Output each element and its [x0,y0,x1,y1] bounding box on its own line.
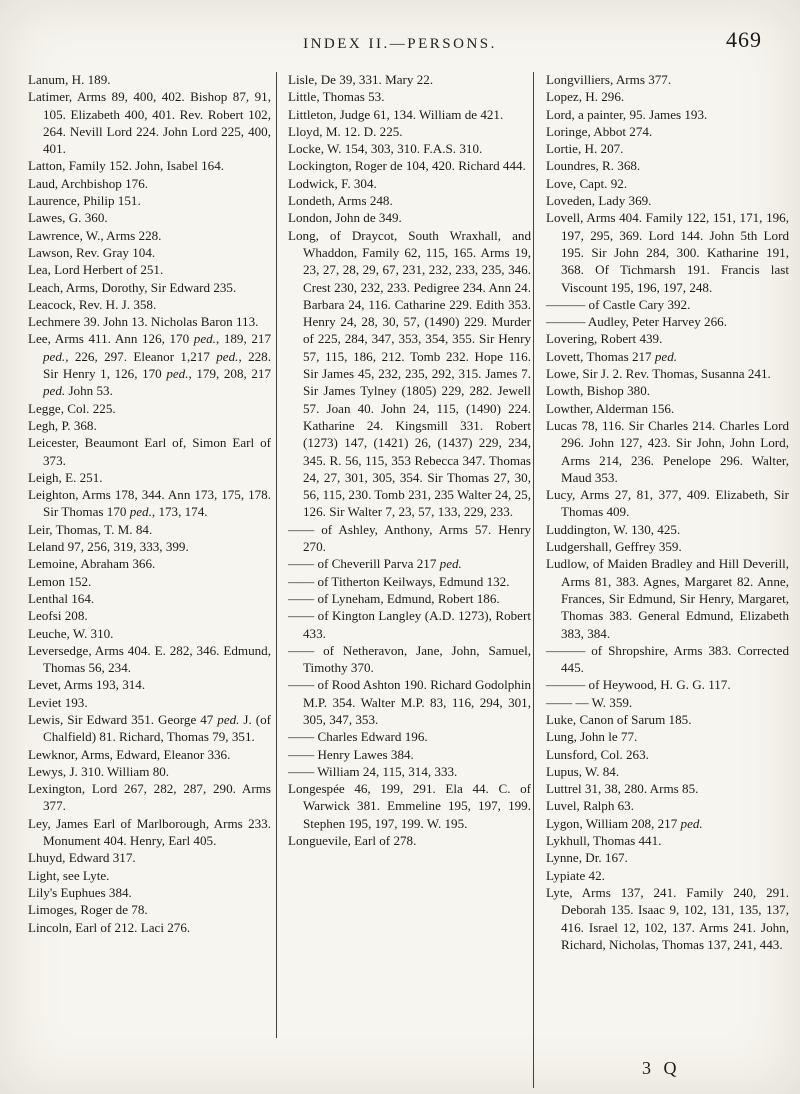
page-title: INDEX II.—PERSONS. [303,36,497,52]
index-column-2 [288,71,531,849]
index-entry: —— William 24, 115, 314, 333. [288,763,458,779]
index-entry: —— of Titherton Keilways, Edmund 132. [288,573,510,589]
index-entry: Leviet 193. [28,694,88,710]
index-entry: Lyte, Arms 137, 241. Family 240, 291. Deborah 135. Isaac 9, 102, 131, 135, 137, 416. Israel 12, 102, 137. Arms 241. John, Richard, Nicholas, Thomas 137, 241, 443. [546,884,789,952]
column-divider-left [276,72,277,1038]
index-entry: —— of Rood Ashton 190. Richard Godolphin M.P. 354. Walter M.P. 83, 116, 294, 301, 305, 347, 353. [288,677,531,727]
index-entry: Ley, James Earl of Marlborough, Arms 233. Monument 404. Henry, Earl 405. [28,815,271,849]
index-entry: Lemon 152. [28,573,92,589]
index-entry: Leuche, W. 310. [28,625,114,641]
index-entry: Lexington, Lord 267, 282, 287, 290. Arms 377. [28,781,271,814]
column-divider-right [533,72,534,1088]
index-entry: Lung, John le 77. [546,729,638,745]
index-entry: Londeth, Arms 248. [288,193,393,209]
index-entry: Lucy, Arms 27, 81, 377, 409. Elizabeth, Sir Thomas 409. [546,487,789,520]
index-entry: Lowther, Alderman 156. [546,400,675,416]
index-entry: Lunsford, Col. 263. [546,746,649,762]
index-entry: Lovett, Thomas 217 ped. [546,348,678,364]
index-entry: Lemoine, Abraham 366. [28,556,156,572]
index-entry: —— of Ashley, Anthony, Arms 57. Henry 270. [288,521,531,555]
index-entry: Lovell, Arms 404. Family 122, 151, 171, 196, 197, 295, 369. Lord 144. John 5th Lord 195. Sir John 284, 300. Katharine 191, 368. Of Tichmarsh 191. Francis last Viscount 195, 196, 197, 248. [546,210,789,295]
index-entry: Lloyd, M. 12. D. 225. [288,123,403,139]
index-entry: —— Charles Edward 196. [288,729,428,745]
index-entry: ——— of Castle Cary 392. [546,296,691,312]
index-entry: Lawrence, W., Arms 228. [28,227,162,243]
index-entry: Lygon, William 208, 217 ped. [546,815,703,831]
index-entry: ——— of Heywood, H. G. G. 117. [546,677,731,693]
index-entry: Leland 97, 256, 319, 333, 399. [28,539,189,555]
index-entry: Laud, Archbishop 176. [28,175,149,191]
index-entry: Levet, Arms 193, 314. [28,677,146,693]
index-entry: Leofsi 208. [28,608,88,624]
index-entry: Leigh, E. 251. [28,469,103,485]
index-entry: Lawson, Rev. Gray 104. [28,244,156,260]
index-entry: Locke, W. 154, 303, 310. F.A.S. 310. [288,141,483,157]
index-entry: Latton, Family 152. John, Isabel 164. [28,158,225,174]
index-entry: Lockington, Roger de 104, 420. Richard 444. [288,158,526,174]
index-entry: Leicester, Beaumont Earl of, Simon Earl of 373. [28,435,271,468]
index-entry: Leach, Arms, Dorothy, Sir Edward 235. [28,279,237,295]
index-entry: Lechmere 39. John 13. Nicholas Baron 113. [28,314,259,330]
index-entry: —— Henry Lawes 384. [288,746,414,762]
index-entry: Long, of Draycot, South Wraxhall, and Whaddon, Family 62, 115, 165. Arms 19, 23, 27, 28, 29, 67, 231, 232, 233, 235, 346. Crest 230, 232, 233. Pedigree 234. Ann 24. Barbara 24, 116. Catharine 229. Edith 353. Henry 24, 28, 30, 57, (1490) 229. Murder of 225, 284, 347, 353, 354, 355. Sir Henry 57, 115, 186, 212. Tomb 232. Hope 116. Sir James 45, 232, 235, 292, 315. James 7. Sir James Tylney (1805) 229, 282. Jewell 57. Joan 40. John 24, 115, (1490) 224. Katharine 24. Kingsmill 331. Robert (1273) 147, (1421) 26, (1437) 229, 234, 345. R. 56, 115, 353 Rebecca 347. Thomas 24, 27, 301, 305, 354. Sir Thomas 27, 30, 56, 115, 230. Tomb 231, 235 Walter 24, 25, 126. Sir Walter 7, 23, 57, 133, 229, 233. [288,227,531,520]
index-entry: Longuevile, Earl of 278. [288,833,417,849]
index-entry: London, John de 349. [288,210,402,226]
index-entry: Leversedge, Arms 404. E. 282, 346. Edmund, Thomas 56, 234. [28,642,271,676]
index-entry: Lewknor, Arms, Edward, Eleanor 336. [28,746,231,762]
index-entry: Lewys, J. 310. William 80. [28,763,170,779]
index-entry: Lord, a painter, 95. James 193. [546,106,708,122]
index-entry: Lovering, Robert 439. [546,331,663,347]
page-number: 469 [726,27,762,52]
index-entry: Luke, Canon of Sarum 185. [546,711,692,727]
index-entry: Lodwick, F. 304. [288,175,377,191]
index-entry: Lea, Lord Herbert of 251. [28,262,164,278]
index-entry: Leighton, Arms 178, 344. Ann 173, 175, 178. Sir Thomas 170 ped., 173, 174. [28,487,271,520]
index-entry: Lortie, H. 207. [546,141,624,157]
index-entry: Lincoln, Earl of 212. Laci 276. [28,919,191,935]
index-column-3 [546,71,789,953]
index-entry: Latimer, Arms 89, 400, 402. Bishop 87, 91, 105. Elizabeth 400, 401. Rev. Robert 102, 264. Nevill Lord 224. John Lord 225, 400, 401. [28,89,271,157]
index-entry: Lawes, G. 360. [28,210,108,226]
index-entry: Lee, Arms 411. Ann 126, 170 ped., 189, 217 ped., 226, 297. Eleanor 1,217 ped., 228. Sir Henry 1, 126, 170 ped., 179, 208, 217 ped. John 53. [28,331,272,399]
index-entry: Luddington, W. 130, 425. [546,521,681,537]
index-entry: Ludgershall, Geffrey 359. [546,539,682,555]
index-entry: Lowth, Bishop 380. [546,383,651,399]
index-entry: Lykhull, Thomas 441. [546,833,662,849]
index-entry: Legge, Col. 225. [28,400,116,416]
index-entry: Longespée 46, 199, 291. Ela 44. C. of Warwick 381. Emmeline 195, 197, 199. Stephen 195, 197, 199. W. 195. [288,781,531,831]
index-entry: Lypiate 42. [546,867,605,883]
index-entry: Longvilliers, Arms 377. [546,72,672,87]
index-column-1 [28,71,271,936]
index-entry: Lucas 78, 116. Sir Charles 214. Charles Lord 296. John 127, 423. Sir John, John Lord, Arms 214, 236. Penelope 296. Walter, Maud 353. [546,417,789,485]
index-entry: Lanum, H. 189. [28,72,111,87]
index-entry: ——— of Shropshire, Arms 383. Corrected 445. [546,642,789,676]
index-entry: Lupus, W. 84. [546,763,620,779]
index-entry: Loveden, Lady 369. [546,193,652,209]
index-entry: ——— Audley, Peter Harvey 266. [546,314,727,330]
index-entry: Luvel, Ralph 63. [546,798,635,814]
index-entry: Light, see Lyte. [28,867,110,883]
index-entry: Littleton, Judge 61, 134. William de 421. [288,106,504,122]
index-entry: Lowe, Sir J. 2. Rev. Thomas, Susanna 241. [546,366,771,382]
index-entry: Lisle, De 39, 331. Mary 22. [288,72,434,87]
index-entry: Ludlow, of Maiden Bradley and Hill Deverill, Arms 81, 383. Agnes, Margaret 82. Anne, Frances, Sir Edmund, Sir Henry, Margaret, Thomas 383. General Edmund, Elizabeth 383, 384. [546,556,789,641]
index-entry: Lewis, Sir Edward 351. George 47 ped. J. (of Chalfield) 81. Richard, Thomas 79, 351. [28,711,272,745]
index-entry: Little, Thomas 53. [288,89,385,105]
index-entry: Lenthal 164. [28,590,95,606]
index-entry: Legh, P. 368. [28,417,97,433]
printers-signature-mark: 3 Q [642,1058,681,1078]
index-entry: Lopez, H. 296. [546,89,625,105]
index-entry: Loringe, Abbot 274. [546,123,653,139]
index-entry: Love, Capt. 92. [546,175,628,191]
index-entry: Limoges, Roger de 78. [28,902,148,918]
index-entry: Lhuyd, Edward 317. [28,850,136,866]
index-entry: Laurence, Philip 151. [28,193,141,209]
index-entry: Lily's Euphues 384. [28,884,132,900]
index-entry: Loundres, R. 368. [546,158,641,174]
index-entry: Leir, Thomas, T. M. 84. [28,521,153,537]
index-entry: Leacock, Rev. H. J. 358. [28,296,157,312]
index-entry: —— of Netheravon, Jane, John, Samuel, Timothy 370. [288,642,531,676]
index-entry: Lynne, Dr. 167. [546,850,628,866]
index-entry: —— — W. 359. [546,694,633,710]
index-entry: —— of Lyneham, Edmund, Robert 186. [288,590,500,606]
index-entry: —— of Kington Langley (A.D. 1273), Robert 433. [288,608,531,641]
index-entry: Luttrel 31, 38, 280. Arms 85. [546,781,699,797]
index-entry: —— of Cheverill Parva 217 ped. [288,556,462,572]
